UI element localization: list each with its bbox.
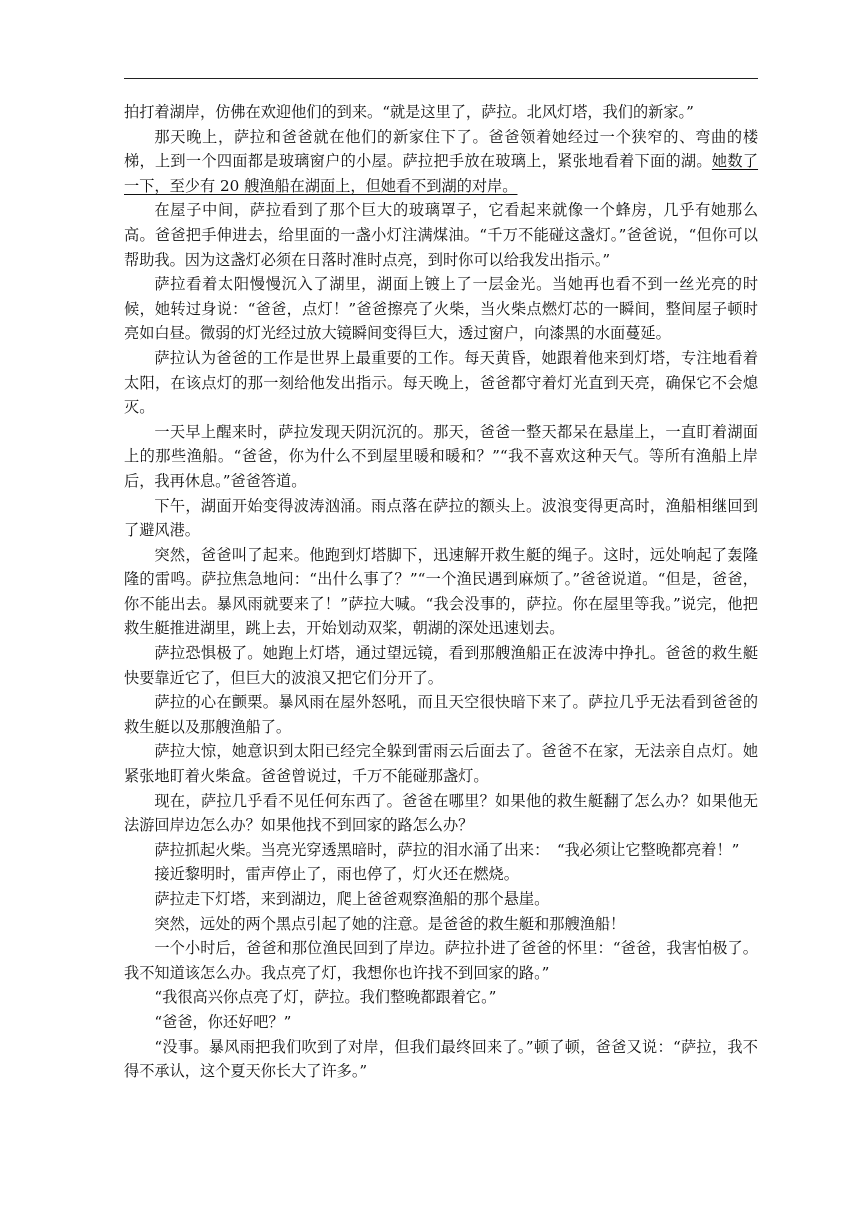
paragraph-20: “没事。暴风雨把我们吹到了对岸，但我们最终回来了。”顿了顿，爸爸又说：“萨拉，我不得不承认，这个夏天你长大了许多。” <box>124 1037 758 1081</box>
paragraph-8: 突然，爸爸叫了起来。他跑到灯塔脚下，迅速解开救生艇的绳子。这时，远处响起了轰隆隆的雷鸣。萨拉焦急地问：“出什么事了？”“一个渔民遇到麻烦了。”爸爸说道。“但是，爸爸，你不能出去。暴风雨就要来了！”萨拉大喊。“我会没事的，萨拉。你在屋里等我。”说完，他把救生艇推进湖里，跳上去，开始划动双桨，朝湖的深处迅速划去。 <box>124 545 758 638</box>
paragraph-10: 萨拉的心在颤栗。暴风雨在屋外怒吼，而且天空很快暗下来了。萨拉几乎无法看到爸爸的救生艇以及那艘渔船了。 <box>124 693 758 736</box>
paragraph-15: 萨拉走下灯塔，来到湖边，爬上爸爸观察渔船的那个悬崖。 <box>154 890 550 908</box>
paragraph-6: 一天早上醒来时，萨拉发现天阴沉沉的。那天，爸爸一整天都呆在悬崖上，一直盯着湖面上的那些渔船。“爸爸，你为什么不到屋里暖和暖和？”“我不喜欢这种天气。等所有渔船上岸后，我再休息。”爸爸答道。 <box>124 422 758 490</box>
story-text <box>124 100 758 1084</box>
paragraph-11: 萨拉大惊，她意识到太阳已经完全躲到雷雨云后面去了。爸爸不在家，无法亲自点灯。她紧张地盯着火柴盒。爸爸曾说过，千万不能碰那盏灯。 <box>124 742 758 786</box>
paragraph-2-text: 那天晚上，萨拉和爸爸就在他们的新家住下了。爸爸领着她经过一个狭窄的、弯曲的楼梯，上到一个四面都是玻璃窗户的小屋。萨拉把手放在玻璃上，紧张地看着下面的湖。 <box>124 127 758 171</box>
paragraph-13: 萨拉抓起火柴。当亮光穿透黑暗时，萨拉的泪水涌了出来： “我必须让它整晚都亮着！” <box>154 840 740 859</box>
paragraph-16: 突然，远处的两个黑点引起了她的注意。是爸爸的救生艇和那艘渔船！ <box>154 914 626 933</box>
paragraph-4: 萨拉看着太阳慢慢沉入了湖里，湖面上镀上了一层金光。当她再也看不到一丝光亮的时候，她转过身说：“爸爸，点灯！”爸爸擦亮了火柴，当火柴点燃灯芯的一瞬间，整间屋子顿时亮如白昼。微弱的灯光经过放大镜瞬间变得巨大，透过窗户，向漆黑的水面蔓延。 <box>124 275 758 343</box>
paragraph-12: 现在，萨拉几乎看不见任何东西了。爸爸在哪里？如果他的救生艇翻了怎么办？如果他无法游回岸边怎么办？如果他找不到回家的路怎么办？ <box>124 791 758 835</box>
paragraph-7: 下午，湖面开始变得波涛汹涌。雨点落在萨拉的额头上。波浪变得更高时，渔船相继回到了避风港。 <box>124 496 758 540</box>
paragraph-19: “爸爸，你还好吧？” <box>154 1012 292 1031</box>
paragraph-2 <box>124 125 758 199</box>
paragraph-14: 接近黎明时，雷声停止了，雨也停了，灯火还在燃烧。 <box>154 865 519 884</box>
underlined-sentence: 她数了一下，至少有 20 艘渔船在湖面上，但她看不到湖的对岸。 <box>124 152 759 195</box>
paragraph-9: 萨拉恐惧极了。她跑上灯塔，通过望远镜，看到那艘渔船正在波涛中挣扎。爸爸的救生艇快要靠近它了，但巨大的波浪又把它们分开了。 <box>124 644 758 687</box>
header-rule <box>124 78 758 79</box>
paragraph-1: 拍打着湖岸，仿佛在欢迎他们的到来。“就是这里了，萨拉。北风灯塔，我们的新家。” <box>124 103 694 121</box>
paragraph-3: 在屋子中间，萨拉看到了那个巨大的玻璃罩子，它看起来就像一个蜂房，几乎有她那么高。爸爸把手伸进去，给里面的一盏小灯注满煤油。“千万不能碰这盏灯。”爸爸说，“但你可以帮助我。因为这盏灯必须在日落时准时点亮，到时你可以给我发出指示。” <box>124 201 758 269</box>
paragraph-5: 萨拉认为爸爸的工作是世界上最重要的工作。每天黄昏，她跟着他来到灯塔，专注地看着太阳，在该点灯的那一刻给他发出指示。每天晚上，爸爸都守着灯光直到天亮，确保它不会熄灭。 <box>124 348 758 417</box>
paragraph-18: “我很高兴你点亮了灯，萨拉。我们整晚都跟着它。” <box>154 988 497 1007</box>
paragraph-17: 一个小时后，爸爸和那位渔民回到了岸边。萨拉扑进了爸爸的怀里：“爸爸，我害怕极了。我不知道该怎么办。我点亮了灯，我想你也许找不到回家的路。” <box>124 939 758 982</box>
